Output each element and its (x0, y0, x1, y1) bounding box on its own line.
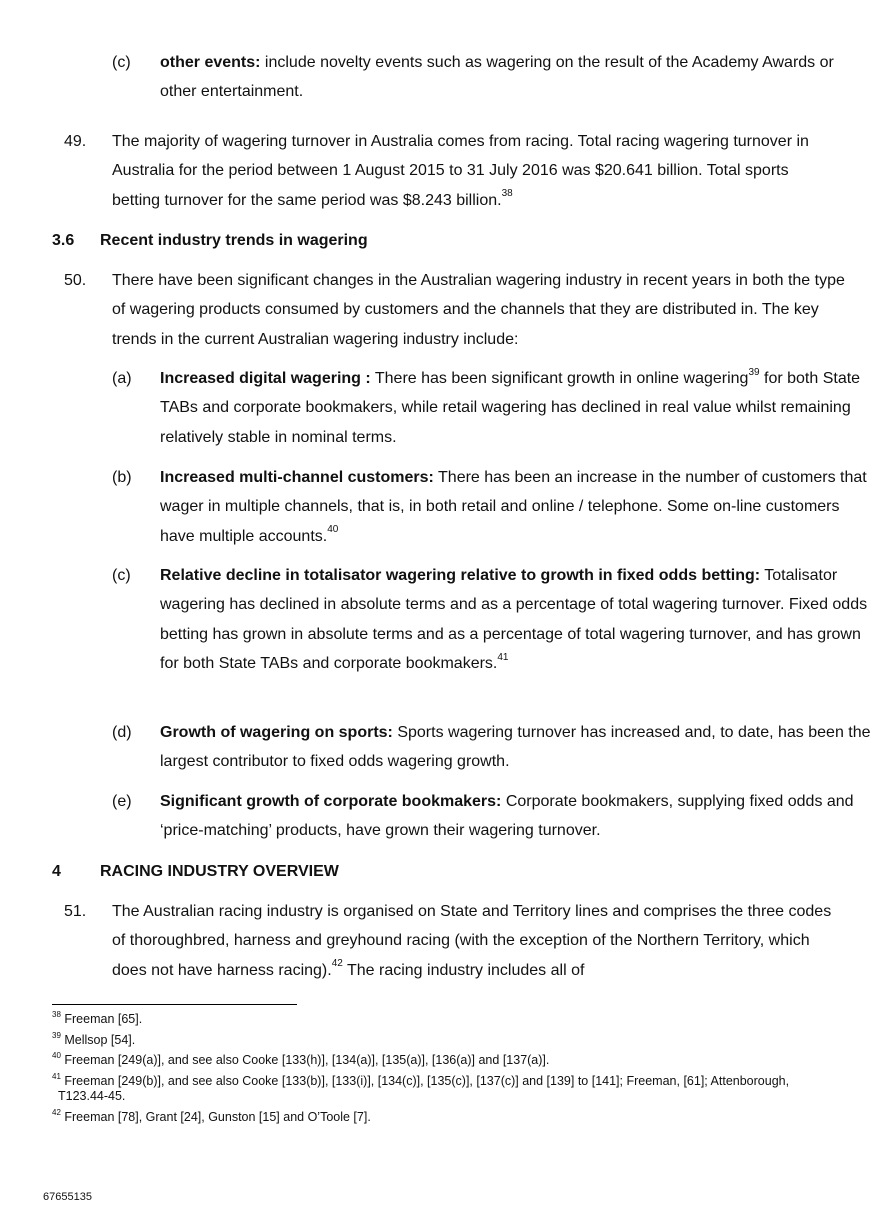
sub-paragraph-heading: Growth of wagering on sports: (160, 724, 393, 741)
footnote-number: 38 (52, 1009, 61, 1019)
sub-paragraph-c-other-events (112, 48, 860, 107)
sub-paragraph-text: include novelty events such as wagering on the result of the Academy Awards or other entertainment. (160, 54, 834, 101)
paragraph-text: The Australian racing industry is organised on State and Territory lines and comprises the three codes of thoroughbred, harness and greyhound racing (with the exception of the Northern Territory, which does not have harness racing). (112, 903, 832, 979)
sub-paragraph-text: Corporate bookmakers, supplying fixed odds and ‘price-matching’ products, have grown their wagering turnover. (160, 793, 854, 840)
sub-paragraph-heading: other events: (160, 54, 261, 71)
sub-paragraph-text: There has been an increase in the number of customers that wager in multiple channels, that is, in both retail and online / telephone. Some on-line customers have multiple accounts. (160, 469, 867, 545)
section-number: 3.6 (52, 232, 75, 249)
footnote-number: 40 (52, 1050, 61, 1060)
trend-e-corporate-bookmakers (112, 787, 872, 846)
footnote-42 (52, 1107, 812, 1125)
sub-paragraph-label: (a) (112, 370, 132, 387)
paragraph-number: 49. (64, 133, 87, 150)
footnote-ref: 40 (327, 524, 339, 536)
footnote-number: 39 (52, 1030, 61, 1040)
paragraph-49 (64, 127, 824, 215)
paragraph-51 (64, 897, 848, 985)
sub-paragraph-label: (d) (112, 724, 132, 741)
footnote-text: Freeman [249(b)], and see also Cooke [133(b)], [133(i)], [134(c)], [135(c)], [137(c)] and [139] to [141]; Freeman, [61]; Attenborough, T123.44-45. (58, 1074, 790, 1103)
trend-a-digital-wagering (112, 364, 872, 452)
section-heading-4 (52, 862, 700, 882)
sub-paragraph-text: There has been significant growth in online wagering (370, 370, 749, 387)
trend-d-sports-wagering (112, 718, 872, 777)
sub-paragraph-heading: Increased digital wagering : (160, 370, 371, 387)
footnote-38 (52, 1009, 812, 1027)
footnote-text: Mellsop [54]. (60, 1033, 136, 1047)
trend-c-totalisator-decline (112, 561, 872, 679)
sub-paragraph-heading: Relative decline in totalisator wagering relative to growth in fixed odds betting: (160, 567, 761, 584)
sub-paragraph-heading: Increased multi-channel customers: (160, 469, 434, 486)
footnote-text: Freeman [249(a)], and see also Cooke [133(h)], [134(a)], [135(a)], [136(a)] and [137(a)]. (60, 1053, 550, 1067)
sub-paragraph-heading: Significant growth of corporate bookmakers: (160, 793, 502, 810)
sub-paragraph-label: (c) (112, 54, 131, 71)
footnote-39 (52, 1030, 812, 1048)
sub-paragraph-text-continued: for both State TABs and corporate bookmakers, while retail wagering has declined in real value whilst remaining relatively stable in nominal terms. (160, 370, 861, 446)
section-title: Recent industry trends in wagering (100, 232, 368, 249)
footnote-ref: 42 (331, 958, 343, 970)
footnote-number: 41 (52, 1071, 61, 1081)
footnote-text: Freeman [65]. (60, 1012, 143, 1026)
paragraph-50 (64, 266, 848, 354)
footnote-ref: 41 (497, 651, 509, 663)
paragraph-text: The majority of wagering turnover in Australia comes from racing. Total racing wagering turnover in Australia for the period between 1 August 2015 to 31 July 2016 was $20.641 billion. Total sports betting turnover for the same period was $8.243 billion. (112, 133, 809, 209)
footnote-separator (52, 1004, 297, 1005)
sub-paragraph-text: Sports wagering turnover has increased and, to date, has been the largest contributor to fixed odds wagering growth. (160, 724, 871, 771)
section-title: RACING INDUSTRY OVERVIEW (100, 863, 339, 880)
section-number: 4 (52, 863, 61, 880)
sub-paragraph-label: (c) (112, 567, 131, 584)
sub-paragraph-text: Totalisator wagering has declined in absolute terms and as a percentage of total wagering turnover. Fixed odds betting has grown in absolute terms and as a percentage of total wagering turnover, and has grown for both State TABs and corporate bookmakers. (160, 567, 868, 673)
footnote-text: Freeman [78], Grant [24], Gunston [15] and O’Toole [7]. (60, 1110, 371, 1124)
section-heading-3-6 (52, 231, 700, 251)
paragraph-number: 50. (64, 272, 87, 289)
footnote-ref: 38 (501, 188, 513, 200)
paragraph-text: There have been significant changes in the Australian wagering industry in recent years in both the type of wagering products consumed by customers and the channels that they are distributed in. The key trends in the current Australian wagering industry include: (112, 272, 845, 348)
footnote-41 (52, 1071, 818, 1104)
sub-paragraph-label: (e) (112, 793, 132, 810)
paragraph-number: 51. (64, 903, 87, 920)
sub-paragraph-label: (b) (112, 469, 132, 486)
footnote-number: 42 (52, 1107, 61, 1117)
document-id: 67655135 (43, 1191, 92, 1203)
footnote-40 (52, 1050, 812, 1068)
paragraph-text-continued: The racing industry includes all of (342, 961, 585, 979)
trend-b-multi-channel (112, 463, 872, 551)
footnote-ref: 39 (748, 366, 760, 378)
